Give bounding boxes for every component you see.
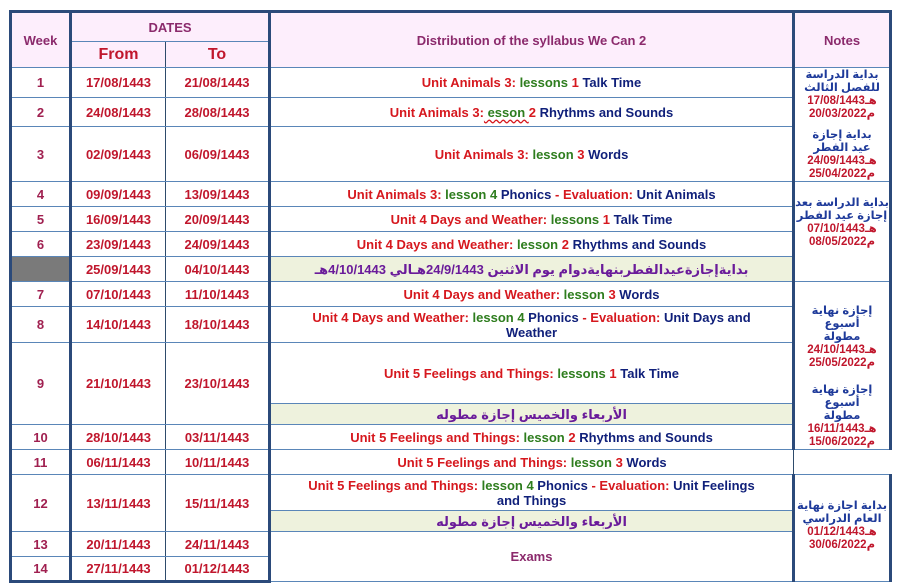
syllabus-cell: Unit Animals 3: esson 2 Rhythms and Sounds xyxy=(270,97,794,127)
notes-header: Notes xyxy=(794,12,891,68)
from-date: 09/09/1443 xyxy=(71,182,166,207)
table-row xyxy=(11,207,891,232)
from-date: 13/11/1443 xyxy=(71,475,166,532)
syllabus-cell: Unit 5 Feelings and Things: lesson 3 Words xyxy=(270,450,794,475)
week-header: Week xyxy=(11,12,71,68)
week-number: 7 xyxy=(11,282,71,307)
long-weekend-note: الأربعاء والخميس إجازة مطوله xyxy=(270,404,794,425)
note-eid-return: بداية الدراسة بعد إجازة عيد الفطر 07/10/1443هـ 08/05/2022م xyxy=(794,182,891,282)
table-row xyxy=(11,343,891,404)
week-number: 13 xyxy=(11,532,71,557)
syllabus-cell: Unit 5 Feelings and Things: lesson 2 Rhythms and Sounds xyxy=(270,425,794,450)
syllabus-cell: Unit 5 Feelings and Things: lessons 1 Talk Time xyxy=(270,343,794,404)
from-date: 28/10/1443 xyxy=(71,425,166,450)
week-number: 9 xyxy=(11,343,71,425)
from-date: 06/11/1443 xyxy=(71,450,166,475)
week-number: 1 xyxy=(11,68,71,98)
long-weekend-note: الأربعاء والخميس إجازة مطوله xyxy=(270,511,794,532)
syllabus-cell: Unit Animals 3: lessons 1 Talk Time xyxy=(270,68,794,98)
table-row xyxy=(11,127,891,182)
table-row xyxy=(11,475,891,511)
syllabus-cell: Unit 4 Days and Weather: lessons 1 Talk Time xyxy=(270,207,794,232)
table-row xyxy=(11,97,891,127)
from-date: 21/10/1443 xyxy=(71,343,166,425)
table-row xyxy=(11,450,891,475)
to-date: 18/10/1443 xyxy=(166,307,270,343)
week-number: 5 xyxy=(11,207,71,232)
from-date: 16/09/1443 xyxy=(71,207,166,232)
exams-cell: Exams xyxy=(270,532,794,582)
from-date: 14/10/1443 xyxy=(71,307,166,343)
note-start-term: بداية الدراسة للفصل الثالث 17/08/1443هـ 20/03/2022م بداية إجازة عيد الفطر 24/09/1443هـ 25/04/2022م xyxy=(794,68,891,182)
to-date: 03/11/1443 xyxy=(166,425,270,450)
from-header: From xyxy=(71,42,166,68)
eid-holiday-announcement: بدايةإجازةعيدالفطربنهايةدوام يوم الاثنين 24/9/1443هـالي 4/10/1443هـ xyxy=(270,257,794,282)
to-date: 10/11/1443 xyxy=(166,450,270,475)
from-date: 07/10/1443 xyxy=(71,282,166,307)
syllabus-cell: Unit 4 Days and Weather: lesson 2 Rhythms and Sounds xyxy=(270,232,794,257)
note-end-of-year: بداية اجازة نهاية العام الدراسي 01/12/1443هـ 30/06/2022م xyxy=(794,475,891,582)
table-row xyxy=(11,182,891,207)
syllabus-cell: Unit Animals 3: lesson 3 Words xyxy=(270,127,794,182)
to-date: 11/10/1443 xyxy=(166,282,270,307)
to-date: 20/09/1443 xyxy=(166,207,270,232)
syllabus-header: Distribution of the syllabus We Can 2 xyxy=(270,12,794,68)
to-date: 24/11/1443 xyxy=(166,532,270,557)
table-row xyxy=(11,532,891,557)
dates-header: DATES xyxy=(71,12,270,42)
to-date: 04/10/1443 xyxy=(166,257,270,282)
week-number: 2 xyxy=(11,97,71,127)
to-date: 06/09/1443 xyxy=(166,127,270,182)
week-number: 12 xyxy=(11,475,71,532)
week-number: 11 xyxy=(11,450,71,475)
week-number: 4 xyxy=(11,182,71,207)
syllabus-cell: Unit Animals 3: lesson 4 Phonics - Evaluation: Unit Animals xyxy=(270,182,794,207)
table-row xyxy=(11,282,891,307)
syllabus-cell: Unit 4 Days and Weather: lesson 4 Phonics - Evaluation: Unit Days and Weather xyxy=(270,307,794,343)
week-number: 8 xyxy=(11,307,71,343)
to-date: 28/08/1443 xyxy=(166,97,270,127)
week-number xyxy=(11,257,71,282)
to-date: 21/08/1443 xyxy=(166,68,270,98)
from-date: 24/08/1443 xyxy=(71,97,166,127)
table-row xyxy=(11,68,891,98)
week-number: 10 xyxy=(11,425,71,450)
table-row xyxy=(11,232,891,257)
to-date: 15/11/1443 xyxy=(166,475,270,532)
syllabus-cell: Unit 5 Feelings and Things: lesson 4 Phonics - Evaluation: Unit Feelings and Things xyxy=(270,475,794,511)
from-date: 20/11/1443 xyxy=(71,532,166,557)
from-date: 27/11/1443 xyxy=(71,557,166,582)
from-date: 02/09/1443 xyxy=(71,127,166,182)
from-date: 23/09/1443 xyxy=(71,232,166,257)
note-long-weekend-1: إجازة نهاية أسبوع مطولة 24/10/1443هـ 25/05/2022م إجازة نهاية أسبوع مطولة 16/11/1443هـ 15/06/2022م xyxy=(794,282,891,450)
to-header: To xyxy=(166,42,270,68)
from-date: 17/08/1443 xyxy=(71,68,166,98)
week-number: 6 xyxy=(11,232,71,257)
to-date: 13/09/1443 xyxy=(166,182,270,207)
syllabus-table xyxy=(9,10,892,583)
table-row xyxy=(11,425,891,450)
to-date: 23/10/1443 xyxy=(166,343,270,425)
from-date: 25/09/1443 xyxy=(71,257,166,282)
week-number: 3 xyxy=(11,127,71,182)
to-date: 24/09/1443 xyxy=(166,232,270,257)
syllabus-cell: Unit 4 Days and Weather: lesson 3 Words xyxy=(270,282,794,307)
week-number: 14 xyxy=(11,557,71,582)
table-row xyxy=(11,307,891,343)
to-date: 01/12/1443 xyxy=(166,557,270,582)
table-row xyxy=(11,257,891,282)
